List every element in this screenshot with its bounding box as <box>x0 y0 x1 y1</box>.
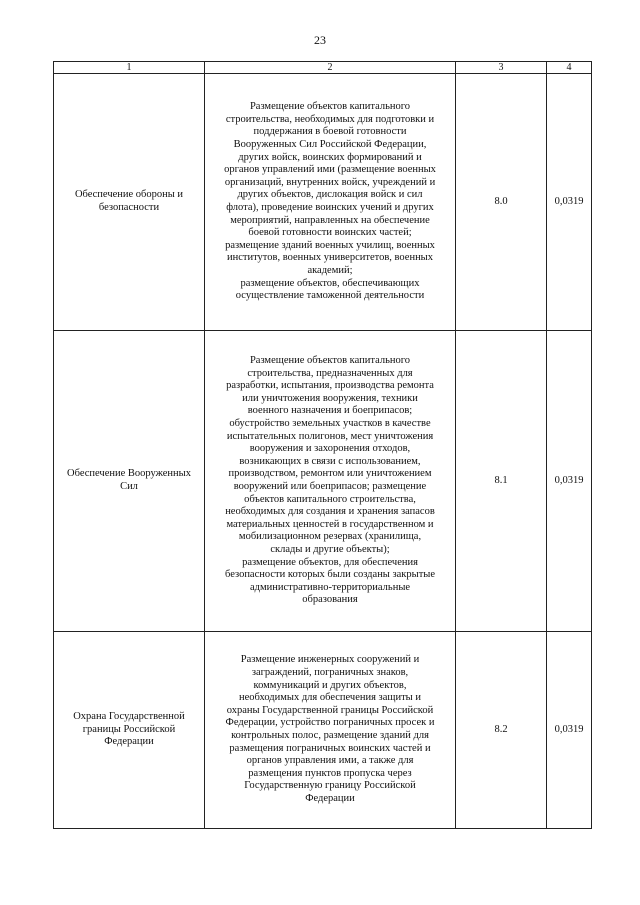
land-use-name: Обеспечение обороны и безопасности <box>54 74 205 331</box>
land-use-code: 8.2 <box>456 632 547 829</box>
land-use-description: Размещение объектов капитального строительства, необходимых для подготовки и поддержания в боевой готовности Вооруженных Сил Российской Федерации, других войск, воинских формирований и органов управлений ими (размещение военных организаций, внутренних войск, учреждений и других объектов, дислокация войск и сил флота), проведение воинских учений и других мероприятий, направленных на обеспечение боевой готовности воинских частей; размещение зданий военных училищ, военных институтов, военных университетов, военных академий; размещение объектов, обеспечивающих осуществление таможенной деятельности <box>205 74 456 331</box>
land-use-coefficient: 0,0319 <box>547 74 592 331</box>
land-use-table <box>53 61 592 829</box>
table-header-row <box>54 62 592 74</box>
column-number-4: 4 <box>547 62 592 74</box>
land-use-coefficient: 0,0319 <box>547 632 592 829</box>
table-row <box>54 632 592 829</box>
page-number: 23 <box>314 33 326 47</box>
land-use-coefficient: 0,0319 <box>547 331 592 632</box>
land-use-description: Размещение объектов капитального строительства, предназначенных для разработки, испытания, производства ремонта или уничтожения вооружения, техники военного назначения и боеприпасов; обустройство земельных участков в качестве испытательных полигонов, мест уничтожения вооружения и захоронения отходов, возникающих в связи с использованием, производством, ремонтом или уничтожением вооружений или боеприпасов; размещение объектов капитального строительства, необходимых для создания и хранения запасов материальных ценностей в государственном и мобилизационном резервах (хранилища, склады и другие объекты); размещение объектов, для обеспечения безопасности которых были созданы закрытые административно-территориальные образования <box>205 331 456 632</box>
land-use-code: 8.0 <box>456 74 547 331</box>
column-number-2: 2 <box>205 62 456 74</box>
land-use-name: Охрана Государственной границы Российской Федерации <box>54 632 205 829</box>
column-number-3: 3 <box>456 62 547 74</box>
table-row <box>54 74 592 331</box>
land-use-description: Размещение инженерных сооружений и заграждений, пограничных знаков, коммуникаций и других объектов, необходимых для обеспечения защиты и охраны Государственной границы Российской Федерации, устройство пограничных просек и контрольных полос, размещение зданий для размещения пограничных воинских частей и органов управления ими, а также для размещения пунктов пропуска через Государственную границу Российской Федерации <box>205 632 456 829</box>
table-row <box>54 331 592 632</box>
land-use-code: 8.1 <box>456 331 547 632</box>
land-use-name: Обеспечение Вооруженных Сил <box>54 331 205 632</box>
column-number-1: 1 <box>54 62 205 74</box>
